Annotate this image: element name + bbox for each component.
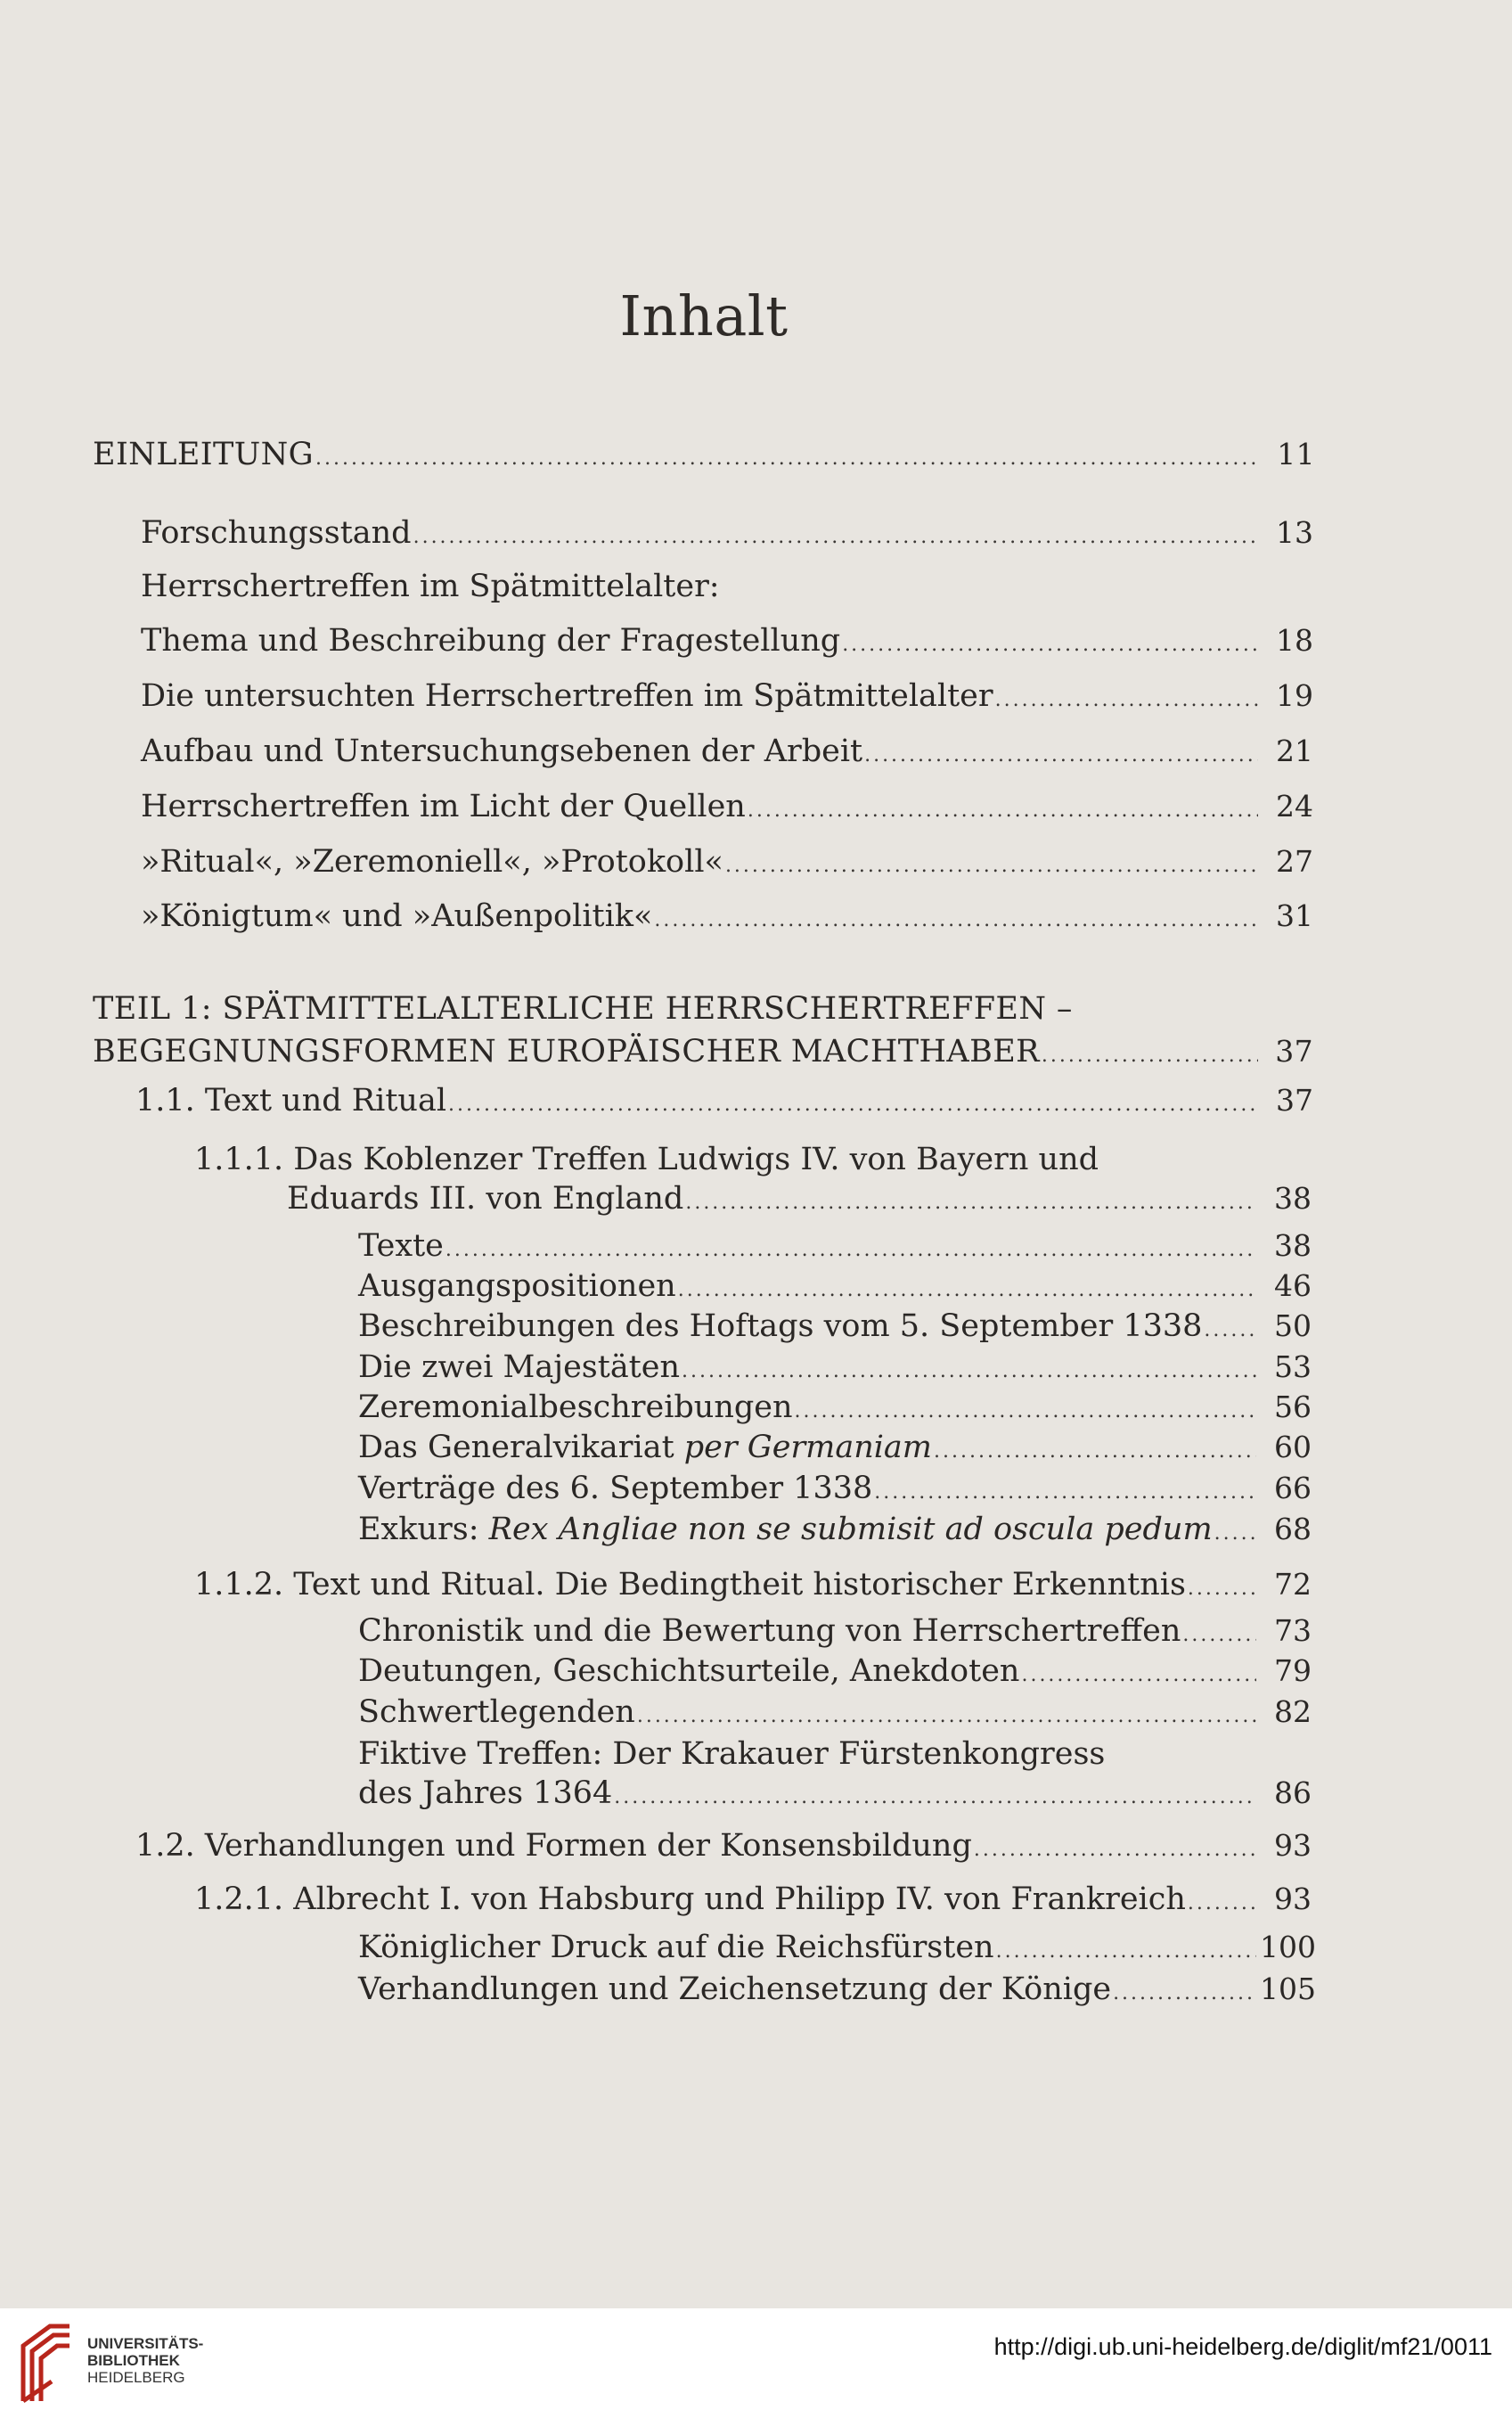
toc-entry-title: Zeremonialbeschreibungen [358,1389,793,1425]
toc-entry-title [358,1510,1213,1549]
toc-entry-title: Herrschertreffen im Licht der Quellen [141,789,746,824]
toc-entry-title-italic: per Germaniam [683,1430,932,1465]
logo-line-1: UNIVERSITÄTS- [87,2335,204,2352]
leader-dots [685,1184,1256,1223]
toc-entry-1-1-1[interactable] [287,1179,1312,1223]
toc-page-number: 31 [1276,898,1313,933]
toc-entry-ausgangspositionen[interactable] [358,1266,1312,1310]
toc-page-number: 37 [1276,1083,1313,1118]
toc-page-number: 82 [1274,1694,1312,1729]
leader-dots [795,1392,1256,1431]
toc-page-number: 50 [1274,1308,1312,1343]
toc-entry-forschungsstand[interactable] [141,513,1313,557]
leader-dots [678,1271,1256,1310]
leader-dots [445,1231,1256,1270]
toc-entry-fiktive[interactable] [358,1774,1312,1817]
leader-dots [864,736,1258,775]
toc-page-number: 56 [1274,1389,1312,1424]
page-title: Inhalt [619,283,789,348]
toc-entry-title [358,1428,932,1467]
toc-entry-zeremonialbeschreibungen[interactable] [358,1388,1312,1431]
toc-page-number: 27 [1276,844,1313,879]
toc-entry-1-1-1-line1: 1.1.1. Das Koblenzer Treffen Ludwigs IV. von Bayern und [194,1142,1099,1177]
leader-dots [614,1778,1256,1817]
toc-entry-thema[interactable] [141,621,1313,665]
toc-entry-generalvikariat[interactable] [358,1428,1312,1471]
leader-dots [1042,1037,1258,1076]
leader-dots [1204,1311,1256,1350]
toc-page-number: 24 [1276,789,1313,824]
leader-dots [934,1432,1256,1471]
toc-entry-chronistik[interactable] [358,1611,1312,1655]
toc-entry-vertraege[interactable] [358,1469,1312,1512]
toc-entry-title: Ausgangspositionen [358,1268,676,1304]
toc-entry-exkurs[interactable] [358,1510,1312,1553]
toc-page-number: 53 [1274,1349,1312,1384]
toc-entry-title: Beschreibungen des Hoftags vom 5. September 1338 [358,1308,1203,1344]
toc-entry-title: Verhandlungen und Zeichensetzung der Könige [358,1971,1112,2007]
toc-entry-title-italic: Rex Angliae non se submisit ad oscula pedum [488,1512,1213,1547]
toc-entry-title: Königlicher Druck auf die Reichsfürsten [358,1930,994,1965]
toc-page-number: 13 [1276,515,1313,550]
toc-entry-zeichensetzung[interactable] [358,1970,1316,2013]
leader-dots [1214,1514,1256,1553]
toc-part-heading: TEIL 1: SPÄTMITTELALTERLICHE HERRSCHERTREFFEN – [93,991,1073,1027]
toc-entry-title: Forschungsstand [141,515,412,551]
toc-entry-title: Chronistik und die Bewertung von Herrschertreffen [358,1613,1181,1649]
leader-dots [413,518,1258,557]
toc-page-number: 11 [1277,437,1315,471]
toc-entry-title: BEGEGNUNGSFORMEN EUROPÄISCHER MACHTHABER [93,1034,1040,1070]
toc-entry-druck[interactable] [358,1928,1316,1971]
toc-page-number: 79 [1274,1653,1312,1688]
leader-dots [874,1473,1256,1512]
leader-dots [995,681,1258,720]
toc-page-number: 68 [1274,1512,1312,1546]
leader-dots [1182,1616,1256,1655]
toc-page-number: 38 [1274,1228,1312,1263]
leader-dots [748,791,1258,831]
leader-dots [448,1086,1258,1125]
toc-entry-title: »Königtum« und »Außenpolitik« [141,898,653,934]
toc-page-number: 18 [1276,623,1313,658]
toc-entry-title: 1.2. Verhandlungen und Formen der Konsensbildung [135,1828,972,1864]
toc-entry-title: Die zwei Majestäten [358,1349,681,1385]
toc-entry-1-2-1[interactable] [194,1880,1312,1923]
leader-dots [974,1831,1256,1870]
toc-entry-1-1-2[interactable] [194,1565,1312,1609]
toc-page-number: 93 [1274,1828,1312,1863]
toc-entry-ritual[interactable] [141,842,1313,886]
logo-line-3: HEIDELBERG [87,2369,185,2386]
source-url-link[interactable]: http://digi.ub.uni-heidelberg.de/diglit/mf21/0011 [993,2333,1492,2360]
toc-page-number: 93 [1274,1881,1312,1916]
leader-dots [315,439,1260,479]
toc-entry-licht[interactable] [141,787,1313,831]
viewer-footer [0,2308,1512,2418]
toc-entry-title: EINLEITUNG [93,437,315,472]
toc-page-number: 21 [1276,734,1313,768]
toc-entry-teil1[interactable] [93,1032,1313,1076]
toc-entry-aufbau[interactable] [141,732,1313,775]
leader-dots [996,1932,1256,1971]
toc-page-number: 37 [1275,1034,1313,1069]
toc-entry-title: Texte [358,1228,444,1264]
toc-entry-title: des Jahres 1364 [358,1775,613,1811]
toc-entry-majestaeten[interactable] [358,1348,1312,1391]
toc-page-number: 60 [1274,1430,1312,1464]
logo-line-2: BIBLIOTHEK [87,2352,180,2369]
toc-entry-title: Eduards III. von England [287,1181,684,1217]
leader-dots [1021,1656,1256,1695]
toc-entry-deutungen[interactable] [358,1652,1312,1695]
toc-entry-title: 1.1. Text und Ritual [135,1083,447,1119]
toc-entry-title: Schwertlegenden [358,1694,635,1730]
leader-dots [637,1697,1256,1736]
library-logo-icon [16,2319,78,2408]
toc-entry-untersuchten[interactable] [141,676,1313,720]
toc-entry-title: Thema und Beschreibung der Fragestellung [141,623,841,659]
toc-entry-title: 1.2.1. Albrecht I. von Habsburg und Philipp IV. von Frankreich [194,1881,1186,1917]
leader-dots [682,1352,1256,1391]
toc-entry-title: Deutungen, Geschichtsurteile, Anekdoten [358,1653,1020,1689]
leader-dots [1188,1570,1256,1609]
leader-dots [654,901,1258,940]
toc-page-number: 105 [1260,1971,1316,2006]
toc-entry-beschreibungen[interactable] [358,1307,1312,1350]
toc-entry-title-roman: Exkurs: [358,1512,489,1547]
toc-entry-title: Die untersuchten Herrschertreffen im Spätmittelalter [141,678,993,714]
leader-dots [725,847,1258,886]
toc-entry-1-1[interactable] [135,1081,1313,1125]
toc-entry-title: »Ritual«, »Zeremoniell«, »Protokoll« [141,844,723,880]
toc-entry-1-2[interactable] [135,1826,1312,1870]
toc-entry-herrschertreffen-heading: Herrschertreffen im Spätmittelalter: [141,569,720,604]
leader-dots [1113,1974,1256,2013]
toc-entry-title-roman: Das Generalvikariat [358,1430,684,1465]
toc-page-number: 19 [1276,678,1313,713]
toc-page-number: 38 [1274,1181,1312,1216]
leader-dots [842,626,1258,665]
toc-entry-title: Aufbau und Untersuchungsebenen der Arbeit [141,734,863,769]
toc-entry-koenigtum[interactable] [141,897,1313,940]
toc-entry-schwertlegenden[interactable] [358,1693,1312,1736]
toc-entry-title: 1.1.2. Text und Ritual. Die Bedingtheit historischer Erkenntnis [194,1567,1186,1602]
toc-page-number: 73 [1274,1613,1312,1648]
toc-page-number: 72 [1274,1567,1312,1602]
toc-entry-einleitung[interactable] [93,435,1315,479]
toc-page-number: 100 [1260,1930,1316,1964]
toc-entry-title: Verträge des 6. September 1338 [358,1471,873,1506]
leader-dots [1188,1884,1256,1923]
toc-entry-texte[interactable] [358,1226,1312,1270]
toc-page-number: 46 [1274,1268,1312,1303]
toc-entry-fiktive-line1: Fiktive Treffen: Der Krakauer Fürstenkongress [358,1736,1106,1772]
toc-page-number: 66 [1274,1471,1312,1505]
library-logo-text [87,2335,203,2386]
toc-page-number: 86 [1274,1775,1312,1810]
